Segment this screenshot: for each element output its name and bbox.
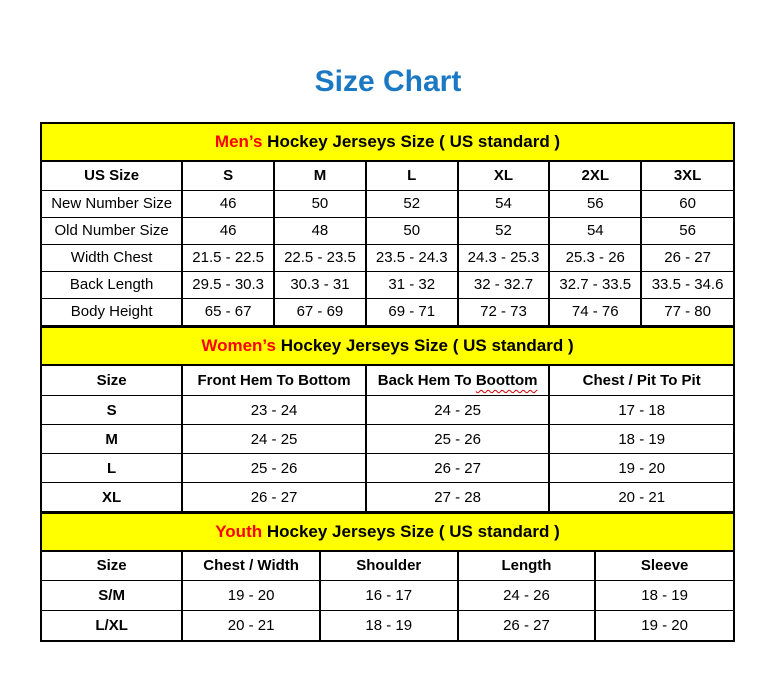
table-cell: 24 - 25 xyxy=(182,425,366,454)
column-header: L xyxy=(366,162,458,190)
row-label: Body Height xyxy=(42,298,182,325)
column-header: 3XL xyxy=(641,162,733,190)
table-cell: 23.5 - 24.3 xyxy=(366,244,458,271)
youth-banner-highlight: Youth xyxy=(215,522,263,541)
table-cell: 23 - 24 xyxy=(182,396,366,425)
table-row xyxy=(42,425,733,454)
table-cell: 18 - 19 xyxy=(595,580,733,610)
mens-header-row xyxy=(42,162,733,190)
table-cell: 21.5 - 22.5 xyxy=(182,244,274,271)
column-header: Size xyxy=(42,366,182,396)
womens-banner xyxy=(42,326,733,366)
table-row xyxy=(42,580,733,610)
table-cell: 52 xyxy=(366,190,458,217)
table-cell: 67 - 69 xyxy=(274,298,366,325)
column-header: M xyxy=(274,162,366,190)
table-cell: 50 xyxy=(366,217,458,244)
table-cell: 30.3 - 31 xyxy=(274,271,366,298)
womens-header-row xyxy=(42,366,733,396)
youth-size-table xyxy=(42,552,733,640)
table-cell: 27 - 28 xyxy=(366,483,550,512)
row-label: S/M xyxy=(42,580,182,610)
row-label: XL xyxy=(42,483,182,512)
womens-size-section xyxy=(42,326,733,513)
table-cell: 26 - 27 xyxy=(182,483,366,512)
table-cell: 25 - 26 xyxy=(366,425,550,454)
table-cell: 31 - 32 xyxy=(366,271,458,298)
column-header: XL xyxy=(458,162,550,190)
table-cell: 77 - 80 xyxy=(641,298,733,325)
table-cell: 50 xyxy=(274,190,366,217)
youth-header-row xyxy=(42,552,733,580)
table-cell: 65 - 67 xyxy=(182,298,274,325)
table-cell: 32 - 32.7 xyxy=(458,271,550,298)
table-row xyxy=(42,396,733,425)
column-header: Chest / Pit To Pit xyxy=(549,366,733,396)
womens-banner-text: Hockey Jerseys Size ( US standard ) xyxy=(275,335,574,355)
table-row xyxy=(42,298,733,325)
row-label: New Number Size xyxy=(42,190,182,217)
table-row xyxy=(42,217,733,244)
row-label: L/XL xyxy=(42,610,182,640)
table-cell: 33.5 - 34.6 xyxy=(641,271,733,298)
table-cell: 19 - 20 xyxy=(595,610,733,640)
table-cell: 32.7 - 33.5 xyxy=(549,271,641,298)
table-cell: 24 - 25 xyxy=(366,396,550,425)
column-header: S xyxy=(182,162,274,190)
table-cell: 26 - 27 xyxy=(458,610,596,640)
column-header: Back Hem To Boottom xyxy=(366,366,550,396)
table-cell: 22.5 - 23.5 xyxy=(274,244,366,271)
row-label: S xyxy=(42,396,182,425)
youth-size-section xyxy=(42,512,733,640)
table-cell: 16 - 17 xyxy=(320,580,458,610)
table-row xyxy=(42,610,733,640)
table-cell: 54 xyxy=(549,217,641,244)
table-cell: 69 - 71 xyxy=(366,298,458,325)
table-cell: 20 - 21 xyxy=(549,483,733,512)
table-cell: 25 - 26 xyxy=(182,454,366,483)
column-header: Size xyxy=(42,552,182,580)
table-cell: 56 xyxy=(641,217,733,244)
table-row xyxy=(42,454,733,483)
table-cell: 60 xyxy=(641,190,733,217)
womens-banner-highlight: Women’s xyxy=(201,335,276,355)
table-cell: 20 - 21 xyxy=(182,610,320,640)
table-cell: 19 - 20 xyxy=(549,454,733,483)
mens-size-table xyxy=(42,162,733,326)
table-row xyxy=(42,271,733,298)
table-cell: 24.3 - 25.3 xyxy=(458,244,550,271)
table-cell: 24 - 26 xyxy=(458,580,596,610)
table-cell: 54 xyxy=(458,190,550,217)
table-row xyxy=(42,190,733,217)
table-row xyxy=(42,483,733,512)
table-cell: 18 - 19 xyxy=(320,610,458,640)
table-cell: 18 - 19 xyxy=(549,425,733,454)
table-cell: 72 - 73 xyxy=(458,298,550,325)
youth-banner-text: Hockey Jerseys Size ( US standard ) xyxy=(262,522,560,541)
misspelled-word: Boottom xyxy=(475,371,538,389)
table-cell: 52 xyxy=(458,217,550,244)
column-header: US Size xyxy=(42,162,182,190)
row-label: Back Length xyxy=(42,271,182,298)
mens-banner xyxy=(42,124,733,162)
table-cell: 46 xyxy=(182,190,274,217)
table-cell: 26 - 27 xyxy=(366,454,550,483)
table-cell: 19 - 20 xyxy=(182,580,320,610)
row-label: M xyxy=(42,425,182,454)
column-header: Chest / Width xyxy=(182,552,320,580)
mens-size-section xyxy=(42,124,733,326)
row-label: L xyxy=(42,454,182,483)
column-header: Front Hem To Bottom xyxy=(182,366,366,396)
page-title: Size Chart xyxy=(314,65,462,98)
table-cell: 46 xyxy=(182,217,274,244)
youth-banner xyxy=(42,512,733,552)
mens-banner-text: Hockey Jerseys Size ( US standard ) xyxy=(262,132,561,151)
size-tables-container xyxy=(40,122,735,642)
column-header: Sleeve xyxy=(595,552,733,580)
table-cell: 29.5 - 30.3 xyxy=(182,271,274,298)
table-cell: 17 - 18 xyxy=(549,396,733,425)
column-header: Shoulder xyxy=(320,552,458,580)
table-cell: 26 - 27 xyxy=(641,244,733,271)
table-cell: 48 xyxy=(274,217,366,244)
column-header: Length xyxy=(458,552,596,580)
table-row xyxy=(42,244,733,271)
row-label: Old Number Size xyxy=(42,217,182,244)
table-cell: 74 - 76 xyxy=(549,298,641,325)
womens-size-table xyxy=(42,366,733,513)
table-cell: 25.3 - 26 xyxy=(549,244,641,271)
row-label: Width Chest xyxy=(42,244,182,271)
table-cell: 56 xyxy=(549,190,641,217)
mens-banner-highlight: Men’s xyxy=(214,132,263,151)
column-header: 2XL xyxy=(549,162,641,190)
